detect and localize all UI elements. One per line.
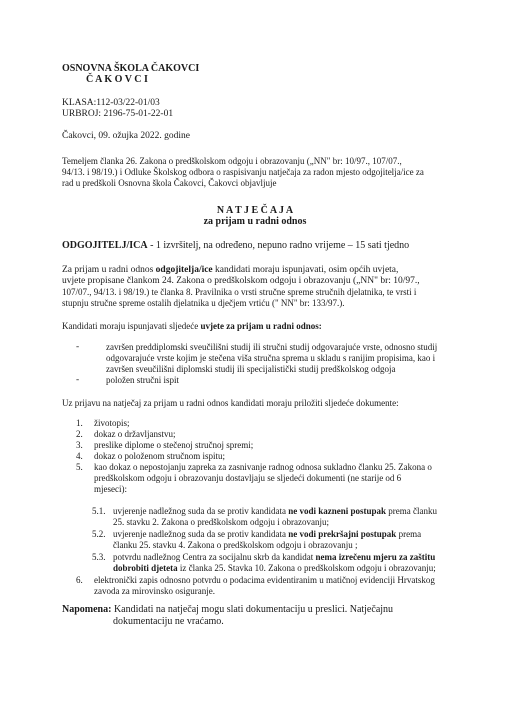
urbroj: URBROJ: 2196-75-01-22-01 [62,109,174,119]
requirement-line: završen preddiplomski sveučilišni studij ili stručni studij odgovarajuće vrste, odnosno studij [106,342,438,352]
conditions-line: stupnju stručne spreme ostalih djelatnika u dječjem vrtiću (" NN" br: 133/97.). [62,298,345,308]
sub-bold: dobrobiti djeteta [113,563,178,573]
requirement-line: položen stručni ispit [106,375,179,385]
sub-text: potvrdu nadležnog Centra za socijalnu skrb da kandidat [113,552,316,562]
notice-subtitle: za prijam u radni odnos [203,216,307,227]
requirement-line: odgovarajuće vrste kojim je stečena viša stručna sprema u skladu s ranijim propisima, kao i [106,353,436,363]
documents-intro: Uz prijavu na natječaj za prijam u radni odnos kandidati moraju priložiti sljedeće dokumente: [62,398,399,408]
doc-item-line: kao dokaz o nepostojanju zapreka za zasnivanje radnog odnosa sukladno članku 25. Zakona o [94,462,432,472]
position-line [62,240,409,251]
doc-item: dokaz o državljanstvu; [94,429,176,439]
conditions-text: kandidati moraju ispunjavati, osim općih uvjeta, [212,265,399,275]
intro-line: 94/13. i 98/19.) i Odluke Školskog odbora o raspisivanju natječaja za radon mjesto odgojitelja/ice za [62,167,424,177]
doc-item: dokaz o položenom stručnom ispitu; [94,451,225,461]
note-label: Napomena: [62,604,112,615]
conditions-role: odgojitelja/ice [155,265,213,275]
sub-text: prema [396,529,422,539]
position-text: - 1 izvršitelj, na određeno, nepuno radno vrijeme – 15 sati tjedno [147,240,410,251]
sub-item-line [113,563,436,574]
conditions-text: Za prijam u radni odnos [62,265,156,275]
doc-item-line: zavoda za mirovinsko osiguranje. [94,586,215,596]
doc-num: 4. [76,451,83,461]
sub-item-line: 25. stavku 2. Zakona o predškolskom odgoju i obrazovanju; [113,517,329,527]
note-line [62,604,393,615]
document-date: Čakovci, 09. ožujka 2022. godine [62,131,190,141]
sub-text: uvjerenje nadležnog suda da se protiv kandidata [113,506,289,516]
sub-text: prema članku [386,506,437,516]
sub-num: 5.1. [92,506,106,516]
sub-bold: ne vodi prekršajni postupak [288,529,397,539]
doc-num: 5. [76,462,83,472]
sub-bold: ne vodi kazneni postupak [288,506,386,516]
sub-text: uvjerenje nadležnog suda da se protiv kandidata [113,529,289,539]
note-line: dokumentaciju ne vraćamo. [113,616,224,627]
dash-bullet: - [76,375,80,385]
doc-num: 6. [76,575,83,585]
sub-num: 5.2. [92,529,106,539]
note-text: Kandidati na natječaj mogu slati dokumentaciju u preslici. Natječajnu [111,604,394,615]
sub-text: iz članka 25. Stavka 10. Zakona o predškolskom odgoju i obrazovanju; [177,563,436,573]
school-name: OSNOVNA ŠKOLA ČAKOVCI [62,63,200,74]
sub-item-line: članku 25. stavku 4. Zakona o predškolskom odgoju i obrazovanju ; [113,540,358,550]
doc-item-line: elektronički zapis odnosno potvrdu o podacima evidentiranim u matičnoj evidenciji Hrvatskog [94,575,435,585]
doc-num: 2. [76,429,83,439]
conditions-line [62,265,398,276]
dash-bullet: - [76,342,80,352]
school-place: Č A K O V C I [86,74,148,85]
requirement-line: završen sveučilišni diplomski studij ili specijalistički studij predškolskog odgoja [106,364,396,374]
sub-item-line [113,506,437,517]
position-label: ODGOJITELJ/ICA [62,240,148,251]
requirements-intro-bold: uvjete za prijam u radni odnos: [200,321,322,331]
doc-num: 3. [76,440,83,450]
sub-bold: nema izrečenu mjeru za zaštitu [315,552,436,562]
doc-item: životopis; [94,418,130,428]
sub-item-line [113,552,435,563]
requirements-intro-text: Kandidati moraju ispunjavati sljedeće [62,321,201,331]
intro-line: Temeljem članka 26. Zakona o predškolskom odgoju i obrazovanju („NN" br: 10/97., 107/07., [62,156,402,166]
doc-num: 1. [76,418,83,428]
doc-item-line: predškolskom odgoju i obrazovanju dostavljaju se sljedeći dokumenti (ne starije od 6 [94,473,402,483]
sub-num: 5.3. [92,552,106,562]
conditions-line: uvjete propisane člankom 24. Zakona o predškolskom odgoju i obrazovanju („NN" br: 10/97., [62,276,420,286]
requirements-intro [62,321,322,332]
notice-title: N A T J E Č A J A [216,205,294,216]
doc-item: preslike diplome o stečenoj stručnoj spremi; [94,440,254,450]
intro-line: rad u predškoli Osnovna škola Čakovci, Čakovci objavljuje [62,178,277,188]
conditions-line: 107/07., 94/13. i 98/19.) te članka 8. Pravilnika o vrsti stručne spreme stručnih djelatnika, te vrsti i [62,287,417,297]
klasa: KLASA:112-03/22-01/03 [62,98,160,108]
sub-item-line [113,529,421,540]
doc-item-line: mjeseci): [94,484,127,494]
